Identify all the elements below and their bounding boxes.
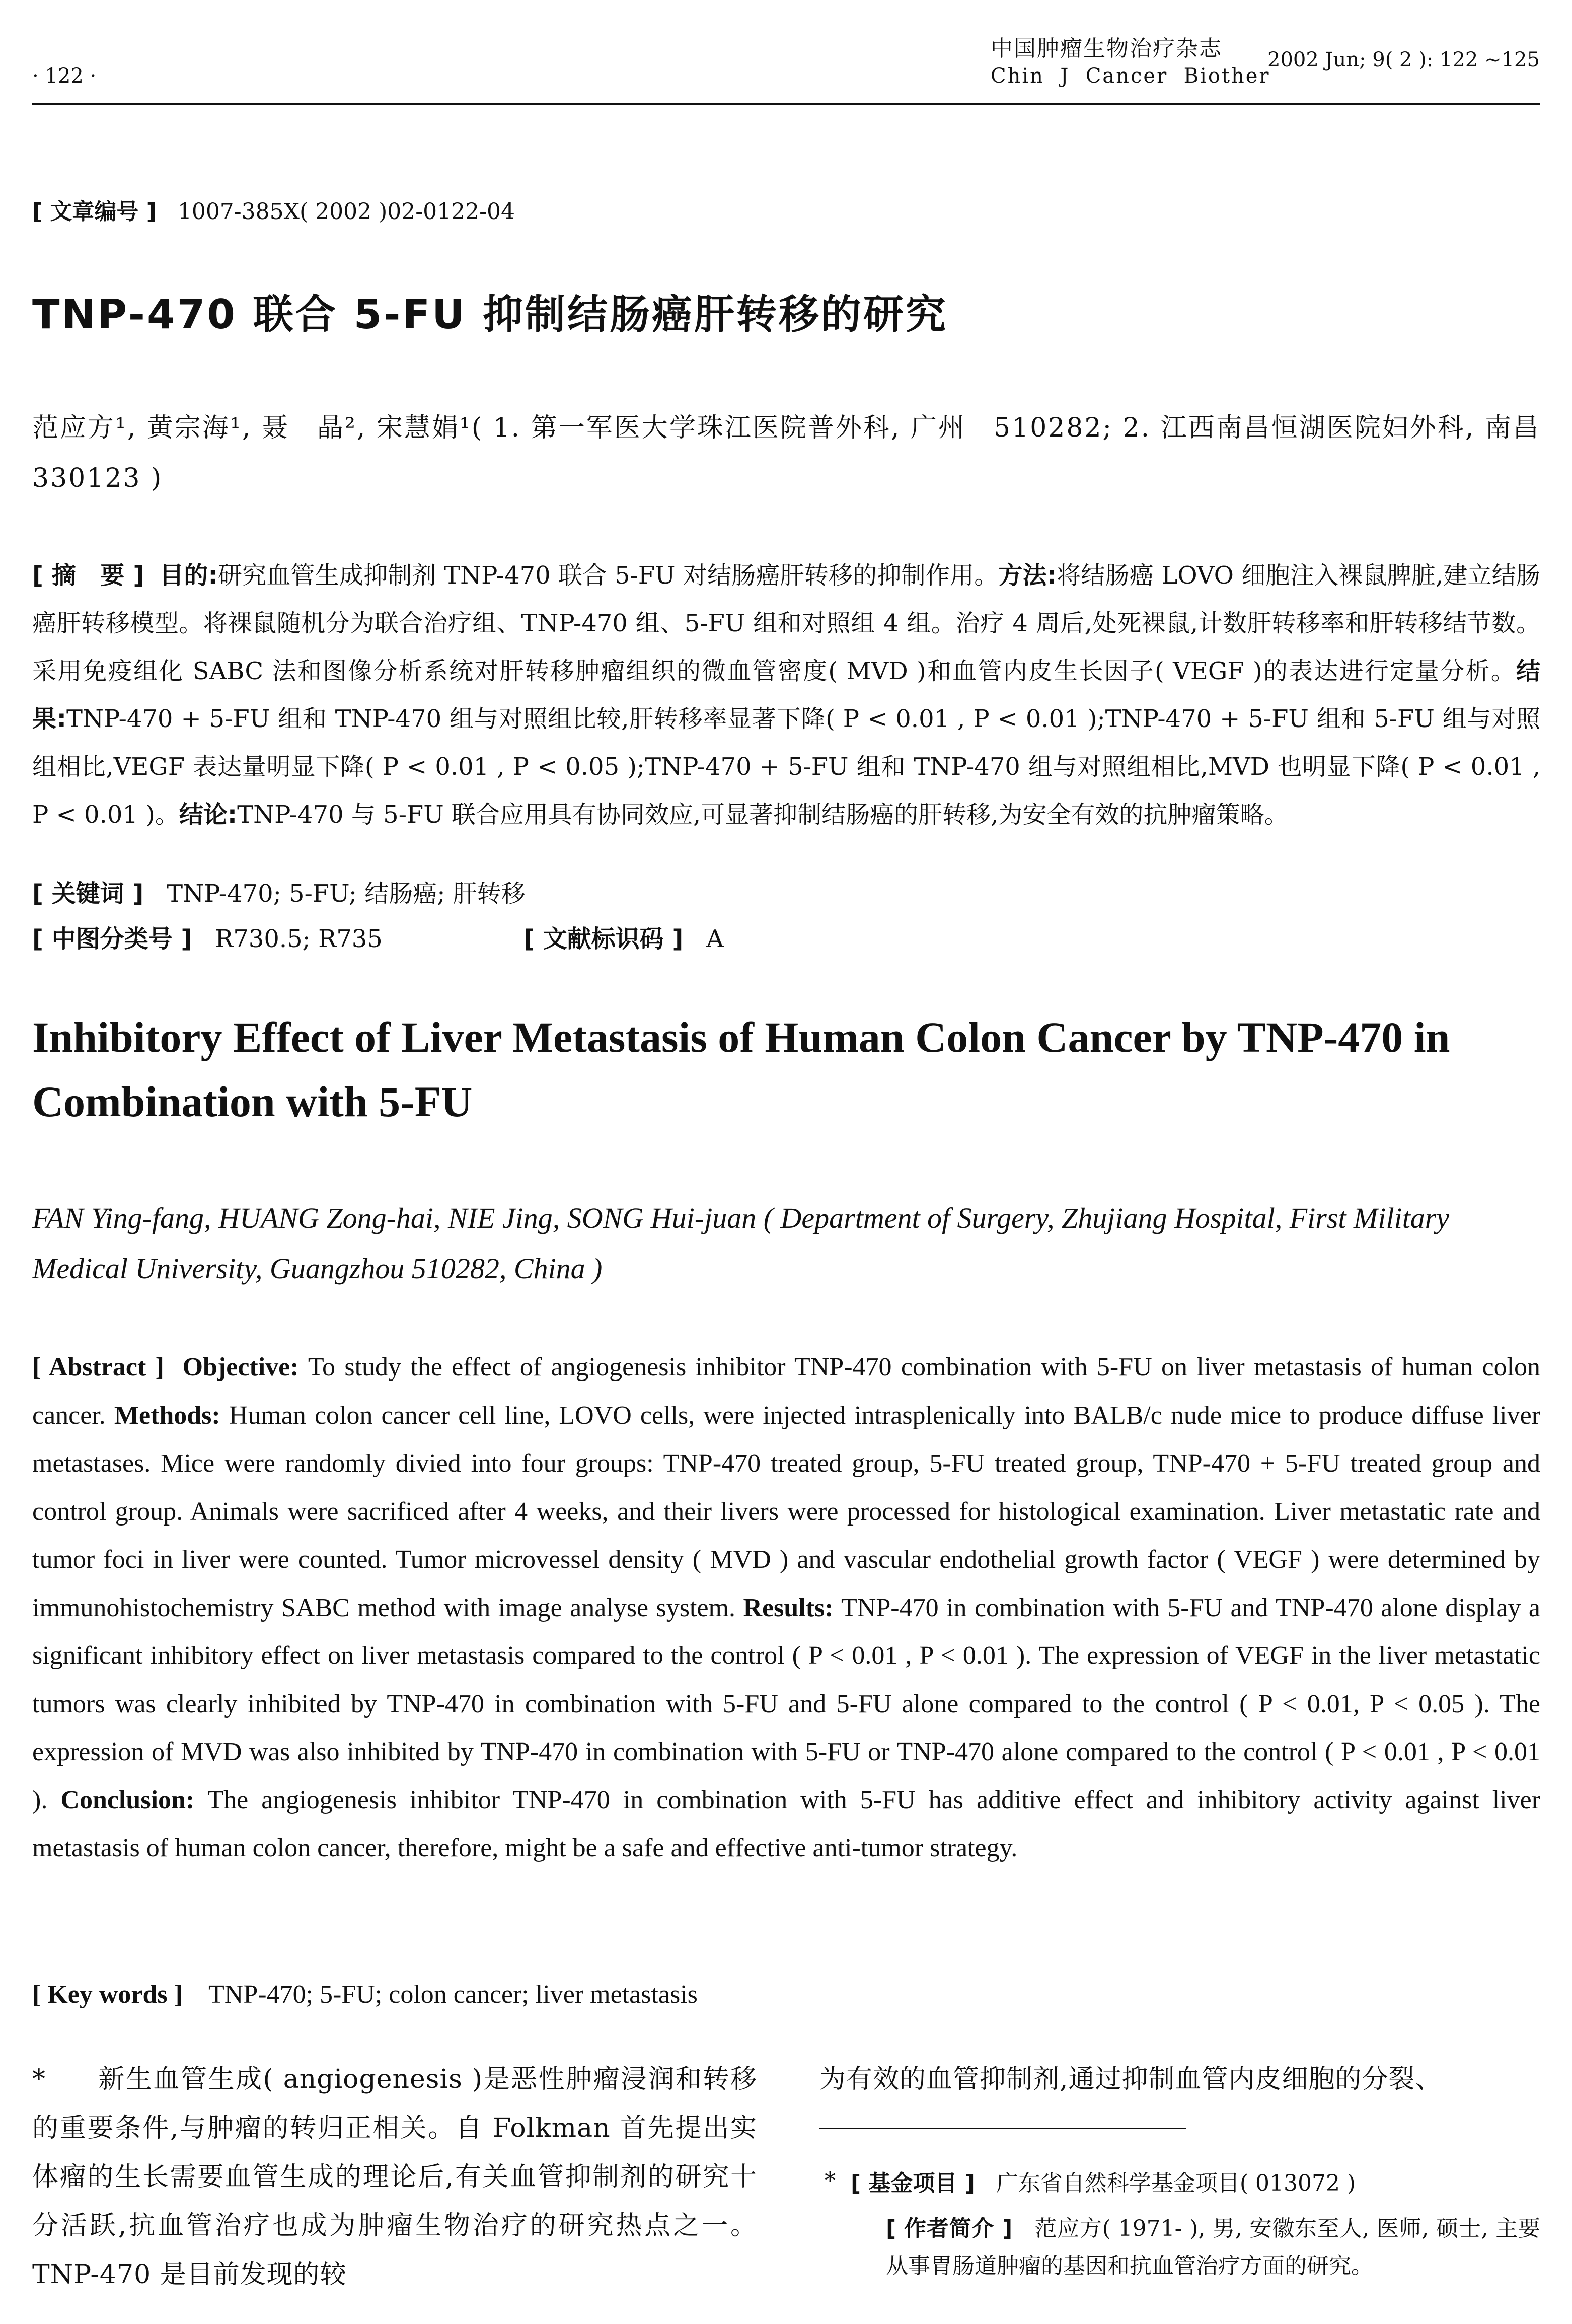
abstract-cn-methods-label: 方法: [998, 561, 1057, 590]
body-left-text: 新生血管生成( angiogenesis )是恶性肿瘤浸润和转移的重要条件,与肿瘤的转归正相关。自 Folkman 首先提出实体瘤的生长需要血管生成的理论后,有关血管抑制剂的研究十分活跃,抗血管治疗也成为肿瘤生物治疗的研究热点之一。TNP-470 是目前发现的较 [32, 2064, 757, 2290]
abstract-en-objective: To study the effect of angiogenesis inhibitor TNP-470 combination with 5-FU on liver metastasis of human colon cancer. [32, 1353, 1541, 1430]
abstract-cn [32, 552, 1540, 839]
footnote-author [886, 2210, 1540, 2285]
abstract-en-conclusion: The angiogenesis inhibitor TNP-470 in combination with 5-FU has additive effect and inhibitory activity against liver metastasis of human colon cancer, therefore, might be a safe and effective anti-tumor strategy. [32, 1785, 1541, 1862]
keywords-en-label: [ Key words ] [32, 1980, 183, 2009]
authors-cn: 范应方¹, 黄宗海¹, 聂 晶², 宋慧娟¹( 1. 第一军医大学珠江医院普外科, 广州 510282; 2. 江西南昌恒湖医院妇外科, 南昌 330123 ) [32, 413, 1568, 493]
abstract-en-conclusion-label: Conclusion: [60, 1785, 195, 1814]
abstract-en-results: TNP-470 in combination with 5-FU and TNP-470 alone display a significant inhibitory effect on liver metastasis compared to the control ( P < 0.01 , P < 0.01 ). The expression of VEGF in the liver metastatic tumors was clearly inhibited by TNP-470 in combination with 5-FU and 5-FU alone compared to the control ( P < 0.01, P < 0.05 ). The expression of MVD was also inhibited by TNP-470 in combination with 5-FU or TNP-470 alone compared to the control ( P < 0.01 , P < 0.01 ). [32, 1593, 1541, 1814]
footnote-asterisk: * [825, 2168, 836, 2194]
abstract-cn-results: TNP-470 + 5-FU 组和 TNP-470 组与对照组比较,肝转移率显著下降( P < 0.01 , P < 0.01 );TNP-470 + 5-FU 组和 5-FU 组与对照组相比,VEGF 表达量明显下降( P < 0.01 , P < 0.05 );TNP-470 + 5-FU 组和 TNP-470 组与对照组相比,MVD 也明显下降( P < 0.01 , P < 0.01 )。 [32, 705, 1540, 829]
fund-value: 广东省自然科学基金项目( 013072 ) [996, 2170, 1356, 2196]
article-id-value: 1007-385X( 2002 )02-0122-04 [177, 199, 515, 225]
keywords-cn-label: [ 关键词 ] [32, 880, 144, 908]
author-bio-value: 范应方( 1971- ), 男, 安徽东至人, 医师, 硕士, 主要从事胃肠道肿瘤的基因和抗血管治疗方面的研究。 [886, 2216, 1541, 2279]
article-id-label: [ 文章编号 ] [32, 199, 157, 225]
document-code [523, 919, 724, 954]
abstract-en-methods: Human colon cancer cell line, LOVO cells, were injected intrasplenically into BALB/c nude mice to produce diffuse liver metastases. Mice were randomly divied into four groups: TNP-470 treated group, 5-FU treated group, TNP-470 + 5-FU treated group and control group. Animals were sacrificed after 4 weeks, and their livers were processed for histological examination. Liver metastatic rate and tumor foci in liver were counted. Tumor microvessel density ( MVD ) and vascular endothelial growth factor ( VEGF ) were determined by immunohistochemistry SABC method with image analyse system. [32, 1401, 1541, 1622]
classification-label: [ 中图分类号 ] [32, 925, 192, 953]
page-number: · 122 · [32, 64, 97, 88]
abstract-cn-results-label: 结果: [32, 657, 1540, 733]
abstract-cn-objective: 研究血管生成抑制剂 TNP-470 联合 5-FU 对结肠癌肝转移的抑制作用。 [217, 561, 999, 590]
journal-name-cn: 中国肿瘤生物治疗杂志 [991, 36, 1222, 61]
title-en: Inhibitory Effect of Liver Metastasis of Human Colon Cancer by TNP-470 in Combination with 5-FU [32, 1013, 1450, 1126]
footnote-rule [819, 2128, 1186, 2129]
journal-name-en: Chin J Cancer Biother [991, 64, 1270, 88]
abstract-en [32, 1343, 1540, 1872]
keywords-cn-value: TNP-470; 5-FU; 结肠癌; 肝转移 [167, 880, 526, 908]
body-left-column [32, 2055, 757, 2299]
abstract-en-methods-label: Methods: [114, 1401, 220, 1430]
footnote-marker: * [32, 2064, 46, 2094]
authors-en: FAN Ying-fang, HUANG Zong-hai, NIE Jing, SONG Hui-juan ( Department of Surgery, Zhujiang Hospital, First Military Medical University, Guangzhou 510282, China ) [32, 1202, 1450, 1285]
header-rule [32, 103, 1540, 105]
abstract-cn-methods: 将结肠癌 LOVO 细胞注入裸鼠脾脏,建立结肠癌肝转移模型。将裸鼠随机分为联合治疗组、TNP-470 组、5-FU 组和对照组 4 组。治疗 4 周后,处死裸鼠,计数肝转移率和肝转移结节数。采用免疫组化 SABC 法和图像分析系统对肝转移肿瘤组织的微血管密度( MVD )和血管内皮生长因子( VEGF )的表达进行定量分析。 [32, 561, 1540, 685]
keywords-en [32, 1980, 698, 2009]
document-code-value: A [706, 925, 724, 953]
footnote-fund [825, 2165, 1356, 2197]
abstract-en-results-label: Results: [743, 1593, 834, 1622]
title-cn: TNP-470 联合 5-FU 抑制结肠癌肝转移的研究 [32, 291, 948, 338]
abstract-en-label: [ Abstract ] [32, 1353, 164, 1382]
article-id [32, 193, 515, 226]
abstract-en-objective-label: Objective: [182, 1353, 299, 1382]
abstract-cn-label: [ 摘 要 ] [32, 561, 144, 590]
fund-label: [ 基金项目 ] [851, 2170, 975, 2196]
body-right-column: 为有效的血管抑制剂,通过抑制血管内皮细胞的分裂、 [819, 2064, 1442, 2094]
keywords-cn [32, 874, 526, 909]
author-bio-label: [ 作者简介 ] [886, 2216, 1013, 2241]
abstract-cn-objective-label: 目的: [160, 561, 218, 590]
keywords-en-value: TNP-470; 5-FU; colon cancer; liver metastasis [208, 1980, 698, 2009]
classification-value: R730.5; R735 [215, 925, 383, 953]
abstract-cn-conclusion: TNP-470 与 5-FU 联合应用具有协同效应,可显著抑制结肠癌的肝转移,为安全有效的抗肿瘤策略。 [237, 801, 1289, 829]
abstract-cn-conclusion-label: 结论: [179, 801, 238, 829]
journal-issue: 2002 Jun; 9( 2 ): 122 ~125 [1267, 48, 1540, 71]
document-code-label: [ 文献标识码 ] [523, 925, 684, 953]
classification-line [32, 919, 383, 954]
